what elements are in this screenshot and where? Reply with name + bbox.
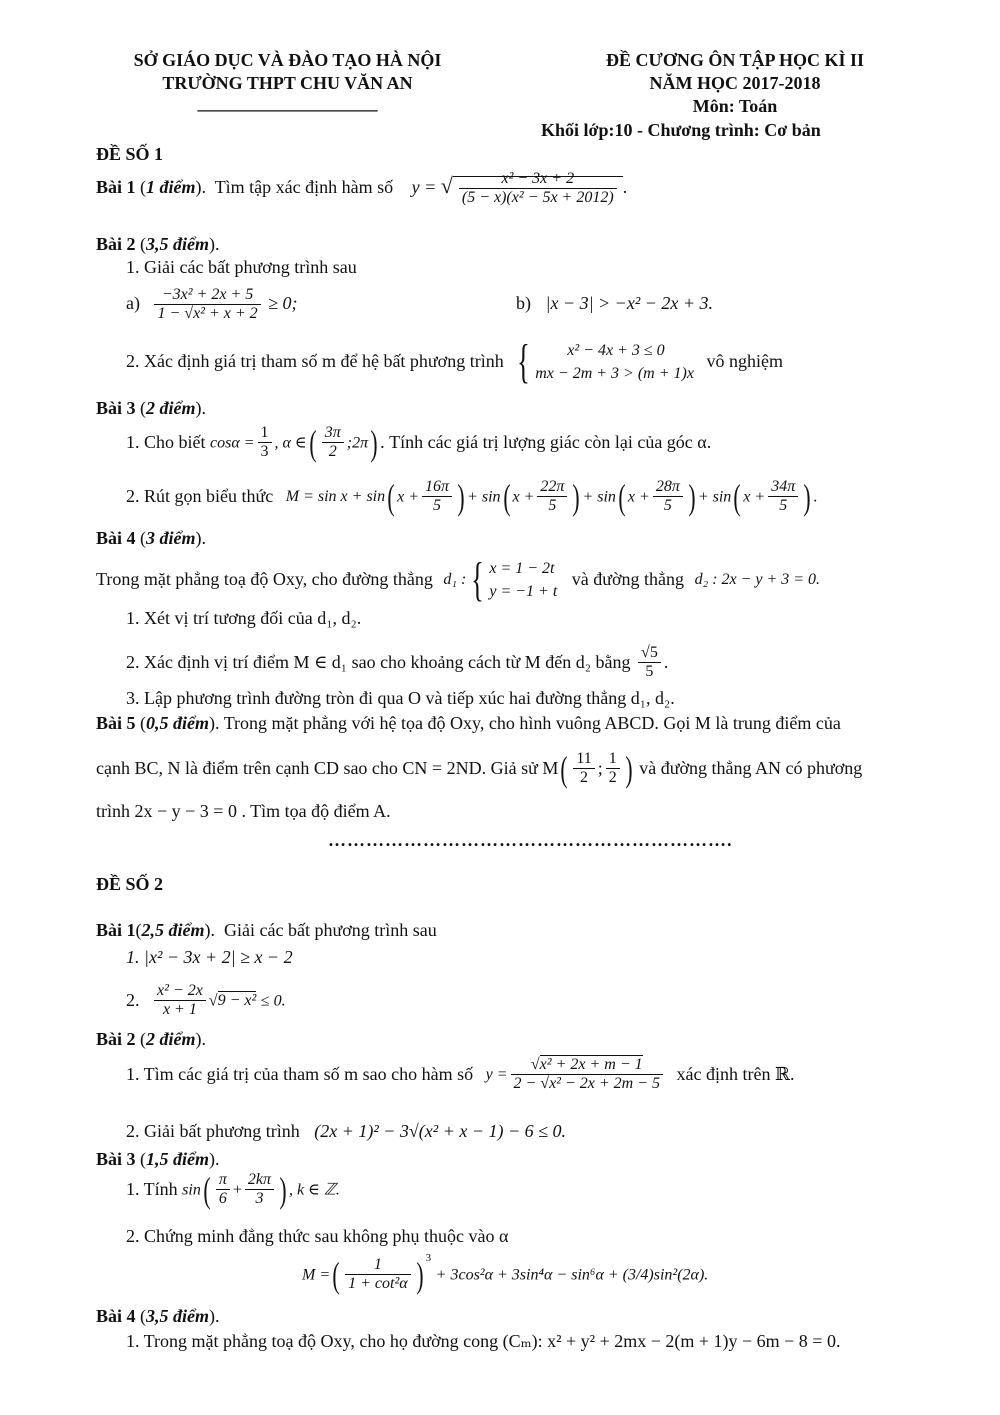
de2-bai2-item2	[126, 1121, 566, 1143]
de2-bai2-label: Bài 2	[96, 1029, 136, 1049]
de2-bai1-item1: 1. |x² − 3x + 2| ≥ x − 2	[126, 947, 293, 967]
de1-bai3-points: 2 điểm	[146, 398, 196, 418]
de2-bai4-item1: 1. Trong mặt phẳng toạ độ Oxy, cho họ đường cong (Cₘ): x² + y² + 2mx − 2(m + 1)y − 6m − 8 = 0.	[126, 1331, 841, 1351]
de1-bai2-a-rel: ≥ 0;	[268, 293, 298, 314]
de1-bai3-label: Bài 3	[96, 398, 136, 418]
de1-bai5-text2: cạnh BC, N là điểm trên cạnh CD sao cho CN = 2ND. Giả sử M	[96, 758, 559, 779]
de1-bai2-label: Bài 2	[96, 234, 136, 254]
header-school-year: NĂM HỌC 2017-2018	[649, 73, 821, 93]
de1-bai2-a-label: a)	[126, 293, 140, 314]
de1-bai4-intro-pre: Trong mặt phẳng toạ độ Oxy, cho đường thẳng	[96, 569, 433, 590]
de2-bai3-formula-tail: + 3cos²α + 3sin⁴α − sin⁶α + (3/4)sin²(2α).	[435, 1266, 709, 1284]
de1-bai2-a: a) $\frac{\text{−3x² + 2x + 5}}{\text{1 − √x² + x + 2}}$ ≥ 0;	[126, 286, 298, 323]
de1-bai2-heading: Bài 2 (3,5 điểm).	[96, 234, 220, 254]
de1-bai2-points: 3,5 điểm	[146, 234, 210, 254]
de1-bai4-d1-l1: x = 1 − 2t	[489, 559, 555, 577]
de2-bai2-item1-num: x² + 2x + m − 1	[539, 1056, 643, 1073]
de1-bai3-item1: 1. Cho biết cosα = $\frac{1}{3}$ , α ∈( $\frac{3\pi}{2}$ ;2π) . Tính các giá trị lượng giác còn lại của góc α.	[126, 422, 712, 463]
de1-bai5-points: 0,5 điểm	[146, 713, 210, 733]
de1-bai4-d1-system	[489, 557, 557, 603]
de1-bai2-sys2: mx − 2m + 3 > (m + 1)x	[535, 365, 694, 382]
de1-bai2-b-expr: |x − 3| > −x² − 2x + 3.	[545, 293, 713, 313]
de1-bai5-line2: cạnh BC, N là điểm trên cạnh CD sao cho CN = 2ND. Giả sử M( $\frac{11}{2}$ ; $\frac{1}{2}$ ) và đường thẳng AN có phương	[96, 748, 863, 789]
de2-bai4-label: Bài 4	[96, 1306, 136, 1326]
de2-bai1-item2-num: x² − 2x	[154, 982, 206, 1001]
de1-bai4-item2: 2. Xác định vị trí điểm M ∈ d₁ sao cho khoảng cách từ M đến d₂ bằng $\frac{√5}{5}$ .	[126, 644, 669, 681]
de1-bai4-d1-l2: y = −1 + t	[489, 583, 558, 600]
de2-bai3-item1-tail: , k ∈ ℤ.	[289, 1181, 340, 1199]
de2-bai2-item2-pre: 2. Giải bất phương trình	[126, 1121, 300, 1141]
de1-separator: ……………………………………………………….	[328, 830, 733, 850]
de2-bai3-label: Bài 3	[96, 1149, 136, 1169]
de1-bai2-item2: 2. Xác định giá trị tham số m để hệ bất phương trình { x² − 4x + 3 ≤ 0 mx − 2m + 3 > (m + 1)x vô nghiệm	[126, 335, 783, 388]
de1-bai2-a-den-pre: 1 −	[157, 305, 181, 323]
de2-bai2-points: 2 điểm	[146, 1029, 196, 1049]
de1-bai4-points: 3 điểm	[146, 528, 196, 548]
de1-bai1-label: Bài 1	[96, 177, 136, 198]
de1-bai3-item1-pre: 1. Cho biết	[126, 432, 206, 453]
de1-bai4-item2-pre: 2. Xác định vị trí điểm M ∈ d₁ sao cho khoảng cách từ M đến d₂ bằng	[126, 652, 631, 673]
de2-bai3-points: 1,5 điểm	[146, 1149, 210, 1169]
de1-bai3-cos: cosα =	[210, 434, 255, 452]
de2-bai3-item1-pre: 1. Tính	[126, 1179, 178, 1200]
de1-bai4-d2: d₂ : 2x − y + 3 = 0.	[694, 571, 821, 589]
de1-bai1-lhs: y =	[411, 177, 437, 198]
de1-bai1-den: (5 − x)(x² − 5x + 2012)	[461, 189, 614, 207]
de2-bai1-heading: Bài 1(2,5 điểm). Giải các bất phương trình sau	[96, 920, 437, 940]
de2-bai1-item2: 2. $\frac{\text{x² − 2x}}{x + 1}$ √9 − x² ≤ 0.	[126, 982, 286, 1019]
de1-bai4-item2-num: √5	[638, 644, 661, 663]
de2-bai3-formula: M =( $\frac{1}{\text{1 + cot²α}}$ ) $^3$ + 3cos²α + 3sin⁴α − sin⁶α + (3/4)sin²(2α).	[302, 1252, 709, 1295]
de2-bai4-points: 3,5 điểm	[146, 1306, 210, 1326]
de1-bai2-system	[535, 339, 694, 385]
header-exam-title: ĐỀ CƯƠNG ÔN TẬP HỌC KÌ II	[605, 50, 865, 70]
de1-bai2-item2-text: 2. Xác định giá trị tham số m để hệ bất phương trình	[126, 351, 504, 372]
de1-bai1-sqrt: √ $\frac{\text{x² − 3x + 2}}{\text{(5 − x)(x² − 5x + 2012)}}$	[441, 170, 623, 208]
de1-bai3-item2: 2. Rút gọn biểu thức M = sin x + sin( x + $\frac{16\pi}{5}$ ) + sin( x + $\frac{22\pi}{5}$ ) + sin( x + $\frac{28\pi}{5}$ ) + sin( x + $\frac{34\pi}{5}$ ) .	[126, 476, 818, 517]
de2-bai2-item1-tail: xác định trên ℝ.	[676, 1064, 795, 1085]
de1-bai1: Bài 1 (1 điểm). Tìm tập xác định hàm số y = √ $\frac{\text{x² − 3x + 2}}{\text{(5 − x)(x² − 5x + 2012)}}$ .	[96, 170, 628, 207]
de2-bai1-item2-rad: 9 − x²	[217, 992, 257, 1010]
de1-bai2-b	[516, 293, 713, 315]
de1-bai4-heading: Bài 4 (3 điểm).	[96, 528, 207, 548]
header-grade: Khối lớp:10 - Chương trình: Cơ bản	[541, 120, 821, 140]
de2-bai2-heading: Bài 2 (2 điểm).	[96, 1029, 207, 1049]
de1-bai5-text2-tail: và đường thẳng AN có phương	[639, 758, 863, 779]
header-rule: ____________________	[197, 93, 378, 113]
de1-bai5-label: Bài 5	[96, 713, 136, 733]
de2-title: ĐỀ SỐ 2	[96, 874, 164, 894]
de1-bai5-line1: Bài 5 (0,5 điểm). Trong mặt phẳng với hệ tọa độ Oxy, cho hình vuông ABCD. Gọi M là trung điểm của	[96, 713, 841, 733]
de1-bai3-heading: Bài 3 (2 điểm).	[96, 398, 207, 418]
de1-bai4-d1-label: d₁ :	[443, 571, 467, 589]
de1-bai3-in: , α ∈	[274, 434, 307, 452]
de1-bai5-line3: trình 2x − y − 3 = 0 . Tìm tọa độ điểm A.	[96, 801, 391, 821]
de2-bai3-heading: Bài 3 (1,5 điểm).	[96, 1149, 220, 1169]
de1-bai1-text: Tìm tập xác định hàm số	[214, 177, 394, 198]
de1-bai2-b-label: b)	[516, 293, 531, 313]
de1-bai4-label: Bài 4	[96, 528, 136, 548]
de1-bai2-item1: 1. Giải các bất phương trình sau	[126, 257, 357, 277]
de1-bai2-sys1: x² − 4x + 3 ≤ 0	[567, 341, 665, 359]
de2-bai1-item2-den: x + 1	[162, 1001, 197, 1019]
de2-bai1-item2-rel: ≤ 0.	[260, 992, 286, 1010]
de2-bai1-label: Bài 1	[96, 920, 136, 940]
de2-bai2-item1: 1. Tìm các giá trị của tham số m sao cho hàm số y = $\frac{\text{√x² + 2x + m − 1}}{\text{2 − √x² − 2x + 2m − 5}}$ xác định trên ℝ.	[126, 1056, 795, 1093]
de1-bai2-a-den-rad: x² + x + 2	[193, 305, 258, 323]
de1-bai5-text1: Trong mặt phẳng với hệ tọa độ Oxy, cho hình vuông ABCD. Gọi M là trung điểm của	[223, 713, 841, 733]
de1-bai3-item2-pre: 2. Rút gọn biểu thức	[126, 486, 274, 507]
de2-bai2-item2-expr: (2x + 1)² − 3√(x² + x − 1) − 6 ≤ 0.	[314, 1121, 566, 1141]
de1-bai1-points: 1 điểm	[146, 177, 196, 198]
de1-bai4-item2-den: 5	[645, 663, 654, 681]
header-department: SỞ GIÁO DỤC VÀ ĐÀO TẠO HÀ NỘI	[133, 50, 442, 70]
de2-bai1-points: 2,5 điểm	[141, 920, 205, 940]
header-subject: Môn: Toán	[692, 96, 778, 116]
header-school: TRƯỜNG THPT CHU VĂN AN	[162, 73, 413, 93]
de1-bai4-item3: 3. Lập phương trình đường tròn đi qua O và tiếp xúc hai đường thẳng d₁, d₂.	[126, 688, 675, 708]
de2-bai2-item1-den: x² − 2x + 2m − 5	[549, 1075, 661, 1093]
de1-bai1-num: x² − 3x + 2	[459, 170, 617, 189]
de2-bai3-item2: 2. Chứng minh đẳng thức sau không phụ thuộc vào α	[126, 1226, 509, 1246]
de2-bai2-item1-pre: 1. Tìm các giá trị của tham số m sao cho hàm số	[126, 1064, 474, 1085]
de1-bai2-a-num: −3x² + 2x + 5	[154, 286, 260, 305]
de2-bai3-item1: 1. Tính sin( $\frac{\pi}{6}$ + $\frac{2k\pi}{3}$ ) , k ∈ ℤ.	[126, 1169, 340, 1210]
de1-bai2-item2-tail: vô nghiệm	[706, 351, 783, 372]
de1-bai3-item1-tail: . Tính các giá trị lượng giác còn lại của góc α.	[380, 432, 712, 453]
de2-bai4-heading: Bài 4 (3,5 điểm).	[96, 1306, 220, 1326]
de2-bai1-text: Giải các bất phương trình sau	[224, 920, 437, 940]
de1-bai4-item1: 1. Xét vị trí tương đối của d₁, d₂.	[126, 608, 362, 628]
de2-bai1-item2-label: 2.	[126, 990, 140, 1011]
de1-title: ĐỀ SỐ 1	[96, 144, 164, 164]
de1-bai4-intro: Trong mặt phẳng toạ độ Oxy, cho đường thẳng d₁ : { x = 1 − 2t y = −1 + t và đường thẳng d₂ : 2x − y + 3 = 0.	[96, 553, 821, 606]
de1-bai4-intro-mid: và đường thẳng	[571, 569, 685, 590]
